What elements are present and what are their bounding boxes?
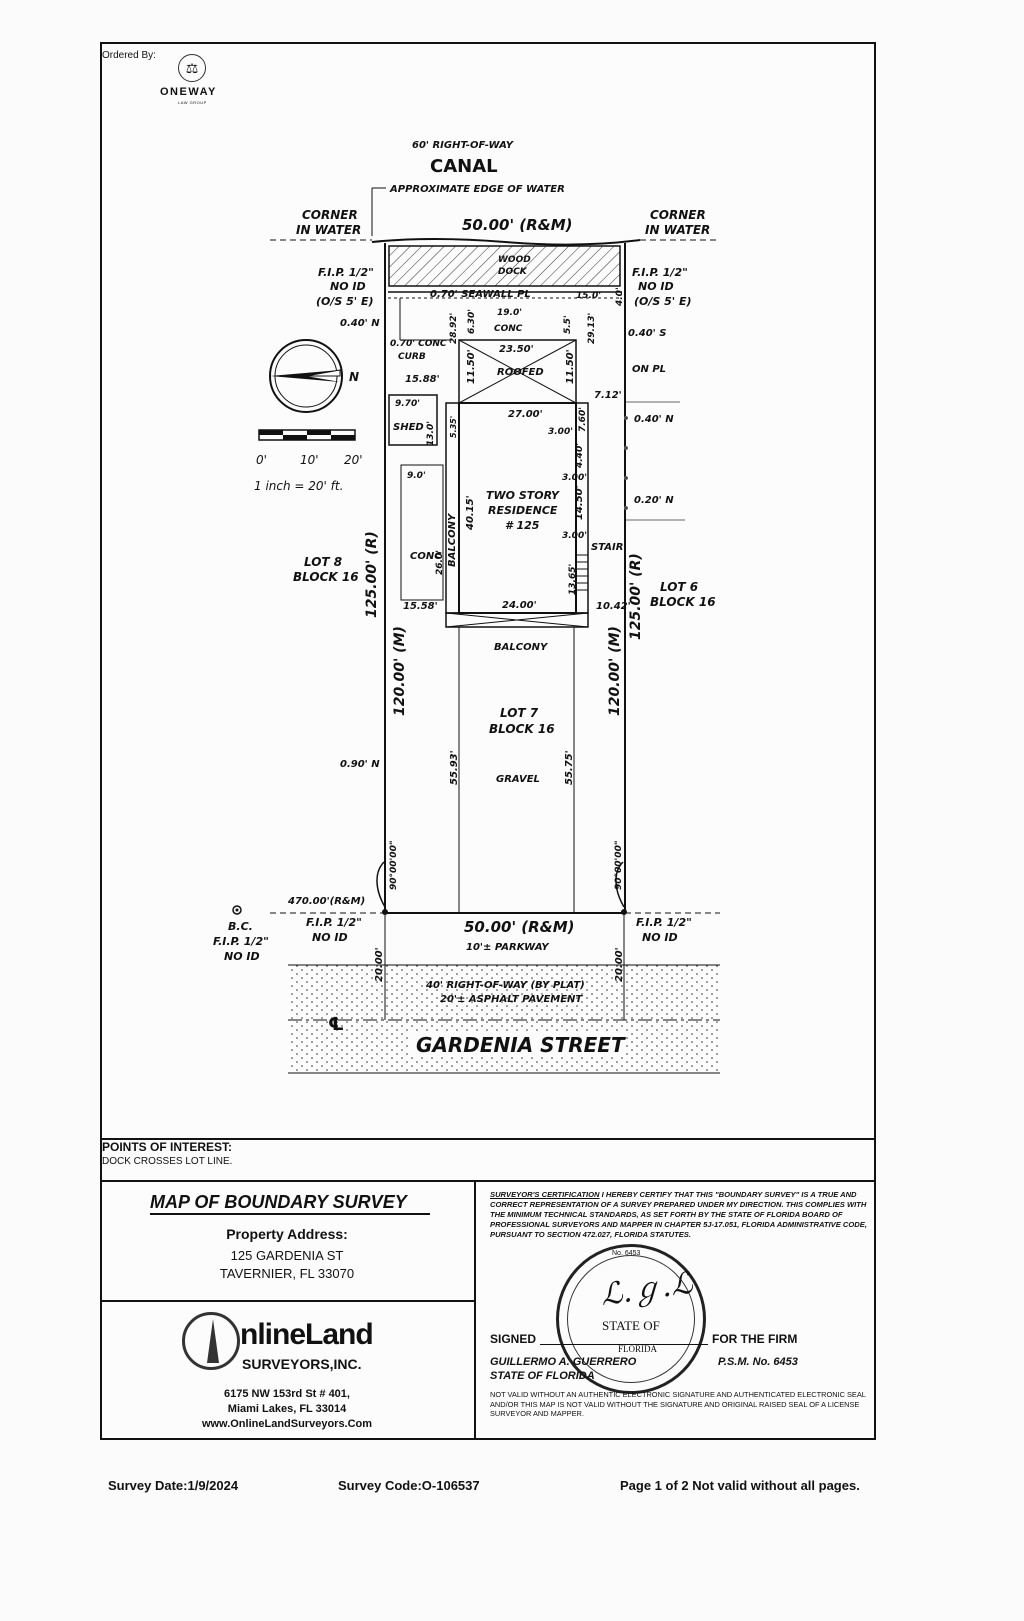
seal-number: No. 6453 [612,1250,641,1257]
dim-55: 5.5' [563,315,573,334]
dim-1150b: 11.50' [565,349,576,384]
certification-text [490,1190,874,1240]
street-name: GARDENIA STREET [416,1033,625,1057]
certification-body: I HEREBY CERTIFY THAT THIS "BOUNDARY SURVEY" IS A TRUE AND CORRECT REPRESENTATION OF A SURVEY PREPARED UNDER MY DIRECTION. THIS COMPLIES WITH THE MINIMUM TECHNICAL STANDARDS, AS SET FORTH BY THE STATE OF FLORIDA BOARD OF PROFESSIONAL SURVEYORS AND MAPPER IN CHAPTER 5J-17.051, FLORIDA ADMINISTRATIVE CODE, PURSUANT TO SECTION 472.027, FLORIDA STATUTES. [490,1190,867,1239]
dim-300a: 3.00' [548,427,573,437]
dock-label-1: WOOD [498,255,531,265]
fip-br-1: F.I.P. 1/2" [636,916,692,929]
dim-630: 6.30' [467,309,477,334]
dim-970: 9.70' [395,399,420,409]
points-title: POINTS OF INTEREST: [102,1140,233,1154]
page-note: Page 1 of 2 Not valid without all pages. [620,1478,860,1493]
signed-label: SIGNED [490,1332,537,1346]
firm-address-2: Miami Lakes, FL 33014 [227,1403,347,1415]
survey-date: Survey Date:1/9/2024 [108,1478,239,1493]
scale-note: 1 inch = 20' ft. [254,479,344,493]
dock-label-2: DOCK [498,267,527,277]
fip-bl-2: NO ID [312,931,348,944]
angle-right: 90°00'00" [614,840,624,890]
divider-title-block [100,1180,876,1182]
dim-260: 26.0' [435,550,445,575]
company-subtitle: LAW GROUP [178,100,207,105]
address-line-1: 125 GARDENIA ST [230,1248,344,1263]
onlineland-logo-icon [182,1312,240,1370]
canal-label: CANAL [430,156,498,177]
lot7-1: LOT 7 [500,706,539,720]
dim-90: 9.0' [407,471,426,481]
fip-left-1: F.I.P. 1/2" [318,266,374,279]
scales-logo-icon: ⚖ [178,54,206,82]
dim-470: 470.00'(R&M) [288,896,366,907]
state-label: STATE OF FLORIDA [490,1370,595,1382]
lot6-2: BLOCK 16 [650,595,716,609]
dim-1150a: 11.50' [466,349,477,384]
residence-2: RESIDENCE [488,504,558,517]
dim-1042: 10.42' [596,601,631,612]
disclaimer-text: NOT VALID WITHOUT AN AUTHENTIC ELECTRONIC SIGNATURE AND AUTHENTICATED ELECTRONIC SEAL AND/OR THIS MAP IS NOT VALID WITHOUT THE SIGNATURE AND ORIGINAL RAISED SEAL OF A LICENSE SURVEYOR AND MAPPER. [490,1390,866,1418]
north-letter: N [349,370,360,384]
dim-2700: 27.00' [508,409,543,420]
bc-1: B.C. [228,920,253,933]
wood-dock-shape [389,246,620,286]
residence-1: TWO STORY [486,489,560,502]
dim-712: 7.12' [594,390,622,401]
bottom-dimension: 50.00' (R&M) [464,918,575,936]
conc-top-dim: 19.0' [497,308,522,318]
dim-5593: 55.93' [449,750,460,785]
title-divider-v [474,1182,476,1440]
balcony-h-label: BALCONY [494,642,548,653]
psm-number: P.S.M. No. 6453 [718,1356,798,1368]
dim-535: 5.35' [449,415,458,438]
corner-left-2: IN WATER [296,223,362,237]
seal-florida: FLORIDA [618,1344,658,1354]
bc-2: F.I.P. 1/2" [213,935,269,948]
residence-3: # 125 [505,519,540,532]
left-record-dim: 125.00' (R) [364,531,380,618]
shed-label: SHED [393,422,424,433]
angle-left: 90°00'00" [389,840,399,890]
corner-right-1: CORNER [650,208,706,222]
dim-4015: 40.15' [465,495,476,530]
fip-left-2: NO ID [330,280,366,293]
firm-address-1: 6175 NW 153rd St # 401, [224,1388,350,1400]
fip-br-2: NO ID [642,931,678,944]
certification-heading: SURVEYOR'S CERTIFICATION [490,1190,600,1199]
dim-130: 13.0' [426,421,436,446]
for-firm-label: FOR THE FIRM [712,1332,798,1346]
surveyor-name: GUILLERMO A. GUERRERO [490,1356,637,1368]
lot7-2: BLOCK 16 [489,722,555,736]
dim-300b: 3.00' [562,473,587,483]
bc-3: NO ID [224,950,260,963]
stair-label: STAIR [591,542,624,553]
fip-left-3: (O/S 5' E) [316,295,374,308]
row-40-label: 40' RIGHT-OF-WAY (BY PLAT) [426,980,585,991]
dim-1365: 13.65' [568,563,578,595]
logo-name: nlineLand [240,1318,373,1351]
left-measured-dim: 120.00' (M) [392,626,408,716]
roofed-label: ROOFED [497,367,544,378]
lot8-2: BLOCK 16 [293,570,359,584]
scale-tick-10: 10' [300,453,319,467]
offset-040n-top: 0.40' N [340,318,380,329]
centerline-icon: ℄ [328,1014,345,1035]
dim-2350: 23.50' [499,344,534,355]
dim-5575: 55.75' [564,750,575,785]
signature: ℒ.ℊ.ℒ [598,1265,695,1314]
canal-row-label: 60' RIGHT-OF-WAY [412,140,514,151]
dim-20-right: 20.00' [614,947,625,982]
ordered-by-label: Ordered By: [102,50,156,61]
dim-300c: 3.00' [562,531,587,541]
title-divider-h [100,1300,474,1302]
fip-right-1: F.I.P. 1/2" [632,266,688,279]
right-measured-dim: 120.00' (M) [607,626,623,716]
dim-2400: 24.00' [502,600,537,611]
corner-left-1: CORNER [302,208,358,222]
address-label: Property Address: [226,1226,348,1242]
dim-40: 4.0' [615,287,625,306]
dim-2892: 28.92' [449,312,459,344]
parkway-label: 10'± PARKWAY [466,942,549,953]
offset-020n: 0.20' N [634,495,674,506]
edge-water-label: APPROXIMATE EDGE OF WATER [390,184,565,195]
dim-2913: 29.13' [587,312,597,344]
company-name: ONEWAY [160,86,217,98]
dim-150: 15.0' [576,291,601,301]
conc-top-label: CONC [494,324,523,334]
scale-tick-0: 0' [256,453,267,467]
offset-040s: 0.40' S [628,328,667,339]
conc-mid-label: CONC [410,551,442,562]
fip-bl-1: F.I.P. 1/2" [306,916,362,929]
fip-right-2: NO ID [638,280,674,293]
dim-1558: 15.58' [403,601,438,612]
dim-760: 7.60' [578,407,588,432]
dim-440: 4.40' [575,443,585,468]
conc-curb-2: CURB [398,352,426,362]
balcony-vertical: BALCONY [447,513,458,567]
asphalt-label: 20'± ASPHALT PAVEMENT [440,994,583,1005]
dim-1588: 15.88' [405,374,440,385]
logo-subtitle: SURVEYORS,INC. [242,1356,362,1372]
dim-20-left: 20.00' [374,947,385,982]
on-pl-label: ON PL [632,364,667,375]
right-record-dim: 125.00' (R) [628,553,644,640]
map-title: MAP OF BOUNDARY SURVEY [150,1192,430,1215]
lot8-1: LOT 8 [304,555,343,569]
points-item: DOCK CROSSES LOT LINE. [102,1156,233,1167]
firm-website[interactable]: www.OnlineLandSurveyors.Com [201,1418,373,1430]
fip-right-3: (O/S 5' E) [634,295,692,308]
offset-090n: 0.90' N [340,759,380,770]
signature-line [540,1344,708,1345]
conc-curb-1: 0.70' CONC [390,339,447,349]
gravel-label: GRAVEL [496,774,540,785]
address-line-2: TAVERNIER, FL 33070 [219,1266,355,1281]
lot6-1: LOT 6 [660,580,699,594]
offset-040n-mid: 0.40' N [634,414,674,425]
corner-right-2: IN WATER [645,223,711,237]
seawall-label: 0.70' SEAWALL PL [430,289,531,300]
scale-tick-20: 20' [344,453,363,467]
survey-code: Survey Code:O-106537 [338,1478,480,1493]
dim-1450: 14.50' [574,485,585,520]
seal-state: STATE OF [602,1318,660,1333]
top-dimension: 50.00' (R&M) [462,216,573,234]
